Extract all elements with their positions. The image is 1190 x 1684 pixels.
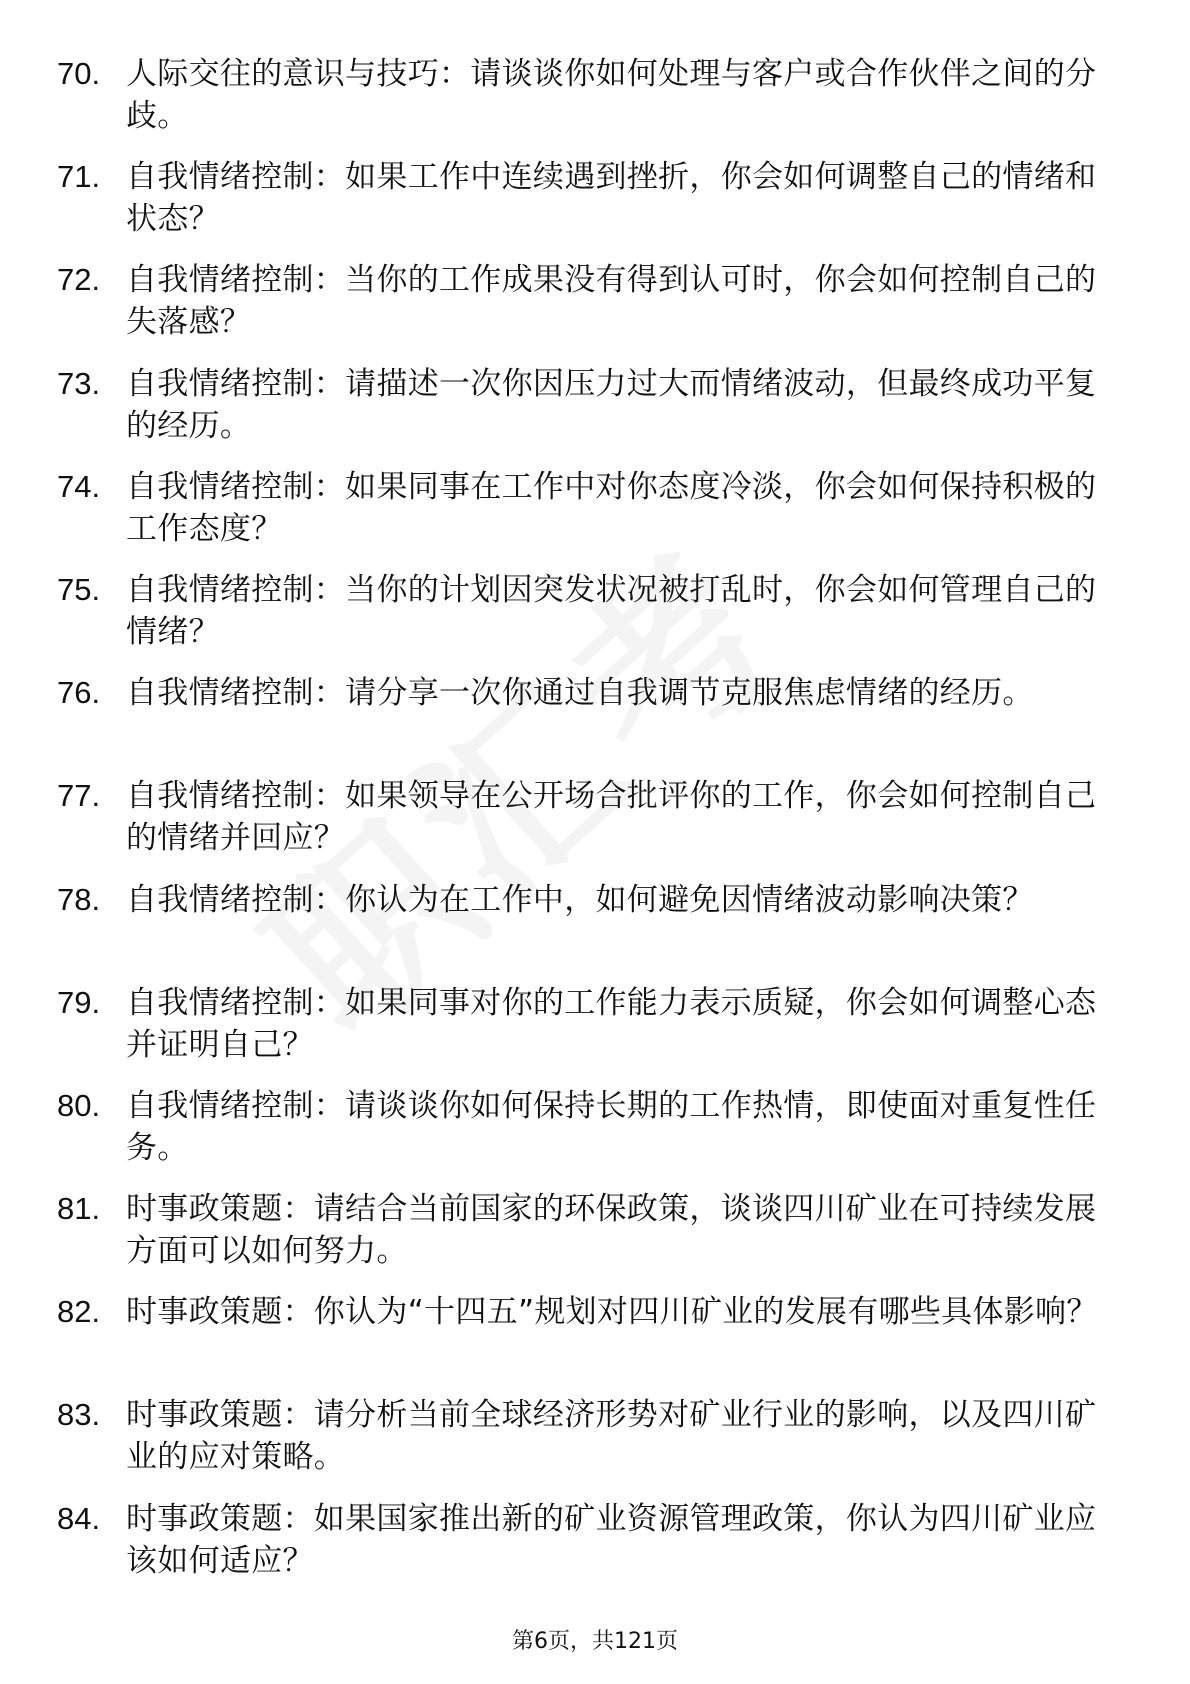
question-text: 自我情绪控制：你认为在工作中，如何避免因情绪波动影响决策？ xyxy=(126,881,1034,918)
question-number: 75. xyxy=(57,571,101,607)
question-item xyxy=(0,1388,1190,1491)
question-item xyxy=(0,150,1190,253)
question-item xyxy=(0,1285,1190,1388)
question-text: 时事政策题：请结合当前国家的环保政策，谈谈四川矿业在可持续发展方面可以如何努力。 xyxy=(126,1191,1097,1270)
question-item xyxy=(0,976,1190,1079)
question-text: 自我情绪控制：如果工作中连续遇到挫折，你会如何调整自己的情绪和状态？ xyxy=(126,159,1097,238)
question-number: 74. xyxy=(57,468,101,504)
question-number: 73. xyxy=(57,365,101,401)
question-list xyxy=(0,47,1190,1595)
question-item xyxy=(0,1079,1190,1182)
question-text: 自我情绪控制：当你的工作成果没有得到认可时，你会如何控制自己的失落感？ xyxy=(126,262,1097,341)
question-text: 自我情绪控制：请描述一次你因压力过大而情绪波动，但最终成功平复的经历。 xyxy=(126,365,1097,444)
question-number: 78. xyxy=(57,881,101,917)
question-item xyxy=(0,253,1190,356)
question-number: 71. xyxy=(57,159,101,195)
question-number: 80. xyxy=(57,1087,101,1123)
question-text: 自我情绪控制：如果领导在公开场合批评你的工作，你会如何控制自己的情绪并回应？ xyxy=(126,778,1097,857)
question-text: 人际交往的意识与技巧：请谈谈你如何处理与客户或合作伙伴之间的分歧。 xyxy=(126,56,1097,134)
question-number: 76. xyxy=(57,675,101,711)
question-text: 自我情绪控制：当你的计划因突发状况被打乱时，你会如何管理自己的情绪？ xyxy=(126,571,1097,650)
question-number: 79. xyxy=(57,984,101,1020)
question-text: 自我情绪控制：如果同事在工作中对你态度冷淡，你会如何保持积极的工作态度？ xyxy=(126,468,1097,547)
question-item xyxy=(0,1492,1190,1595)
question-number: 77. xyxy=(57,778,101,814)
question-number: 72. xyxy=(57,262,101,298)
question-text: 自我情绪控制：如果同事对你的工作能力表示质疑，你会如何调整心态并证明自己？ xyxy=(126,984,1097,1063)
question-text: 自我情绪控制：请分享一次你通过自我调节克服焦虑情绪的经历。 xyxy=(126,675,1034,712)
question-item xyxy=(0,47,1190,150)
question-item xyxy=(0,563,1190,666)
question-item xyxy=(0,357,1190,460)
page-footer: 第6页，共121页 xyxy=(512,1629,678,1654)
question-number: 83. xyxy=(57,1397,101,1433)
question-text: 时事政策题：请分析当前全球经济形势对矿业行业的影响，以及四川矿业的应对策略。 xyxy=(126,1397,1097,1476)
question-number: 81. xyxy=(57,1191,101,1227)
question-text: 时事政策题：你认为“十四五”规划对四川矿业的发展有哪些具体影响？ xyxy=(126,1294,1098,1331)
question-text: 时事政策题：如果国家推出新的矿业资源管理政策，你认为四川矿业应该如何适应？ xyxy=(126,1500,1097,1579)
question-number: 70. xyxy=(57,56,101,91)
question-item xyxy=(0,666,1190,769)
question-item xyxy=(0,769,1190,872)
question-item xyxy=(0,1182,1190,1285)
question-number: 82. xyxy=(57,1294,101,1330)
question-item xyxy=(0,873,1190,976)
question-item xyxy=(0,460,1190,563)
question-number: 84. xyxy=(57,1500,101,1536)
question-text: 自我情绪控制：请谈谈你如何保持长期的工作热情，即使面对重复性任务。 xyxy=(126,1087,1097,1166)
